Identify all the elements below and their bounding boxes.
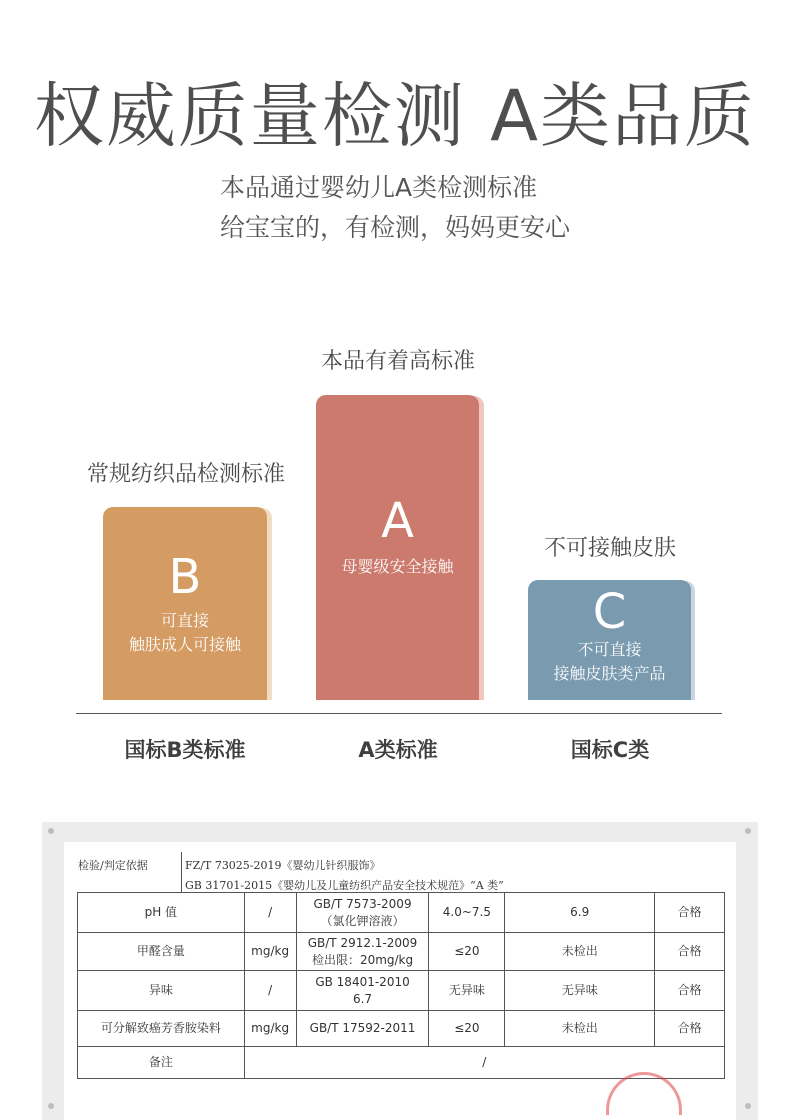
method-cell: GB/T 17592-2011 xyxy=(296,1011,429,1047)
bar-a xyxy=(316,395,479,700)
subtitle-line-2: 给宝宝的，有检测，妈妈更安心 xyxy=(220,213,571,242)
requirement-cell: 无异味 xyxy=(429,971,505,1011)
method-cell: GB/T 2912.1-2009 检出限：20mg/kg xyxy=(296,933,429,971)
bar-b-caption: 常规纺织品检测标准 xyxy=(86,462,285,487)
result-cell: 无异味 xyxy=(505,971,655,1011)
category-b: 国标B类标准 xyxy=(124,738,246,762)
bar-c xyxy=(528,580,691,700)
requirement-cell: ≤20 xyxy=(429,1011,505,1047)
item-cell: 甲醛含量 xyxy=(78,933,245,971)
unit-cell: mg/kg xyxy=(244,933,296,971)
table-row xyxy=(78,1047,725,1079)
method-cell: GB/T 7573-2009 （氯化钾溶液） xyxy=(296,893,429,933)
bar-c-caption: 不可接触皮肤 xyxy=(543,536,676,561)
table-row xyxy=(78,893,725,933)
pin-icon xyxy=(745,828,751,834)
bar-b xyxy=(103,507,267,700)
bar-a-desc: 母婴级安全接触 xyxy=(341,557,454,576)
subtitle-line-1: 本品通过婴幼儿A类检测标准 xyxy=(220,173,538,202)
verdict-cell: 合格 xyxy=(655,933,725,971)
unit-cell: / xyxy=(244,971,296,1011)
unit-cell: / xyxy=(244,893,296,933)
table-row xyxy=(78,933,725,971)
item-cell: 异味 xyxy=(78,971,245,1011)
basis-divider xyxy=(181,852,182,892)
test-results-table xyxy=(77,892,725,1079)
verdict-cell: 合格 xyxy=(655,1011,725,1047)
bar-c-desc-2: 接触皮肤类产品 xyxy=(553,664,666,683)
bar-b-letter: B xyxy=(168,549,202,605)
item-cell: 可分解致癌芳香胺染料 xyxy=(78,1011,245,1047)
method-cell: GB 18401-2010 6.7 xyxy=(296,971,429,1011)
unit-cell: mg/kg xyxy=(244,1011,296,1047)
bar-b-desc-1: 可直接 xyxy=(160,611,209,630)
bar-a-caption: 本品有着高标准 xyxy=(320,349,475,374)
category-a: A类标准 xyxy=(358,738,438,762)
pin-icon xyxy=(745,1103,751,1109)
pin-icon xyxy=(48,828,54,834)
result-cell: 6.9 xyxy=(505,893,655,933)
page-title: 权威质量检测 A类品质 xyxy=(33,75,757,157)
bar-c-letter: C xyxy=(592,584,627,640)
basis-line-2: GB 31701-2015《婴幼儿及儿童纺织产品安全技术规范》“A 类” xyxy=(185,879,504,892)
table-row xyxy=(78,1011,725,1047)
chart-baseline xyxy=(76,713,722,714)
remark-label-cell: 备注 xyxy=(78,1047,245,1079)
table-row xyxy=(78,971,725,1011)
remark-value-cell: / xyxy=(244,1047,724,1079)
category-c: 国标C类 xyxy=(570,738,650,762)
verdict-cell: 合格 xyxy=(655,893,725,933)
basis-line-1: FZ/T 73025-2019《婴幼儿针织服饰》 xyxy=(185,859,381,872)
pin-icon xyxy=(48,1103,54,1109)
verdict-cell: 合格 xyxy=(655,971,725,1011)
bar-c-desc-1: 不可直接 xyxy=(577,640,642,659)
requirement-cell: 4.0~7.5 xyxy=(429,893,505,933)
bar-b-desc-2: 触肤成人可接触 xyxy=(128,635,241,654)
result-cell: 未检出 xyxy=(505,1011,655,1047)
result-cell: 未检出 xyxy=(505,933,655,971)
bar-a-letter: A xyxy=(381,493,414,549)
requirement-cell: ≤20 xyxy=(429,933,505,971)
basis-label: 检验/判定依据 xyxy=(78,859,148,872)
item-cell: pH 值 xyxy=(78,893,245,933)
